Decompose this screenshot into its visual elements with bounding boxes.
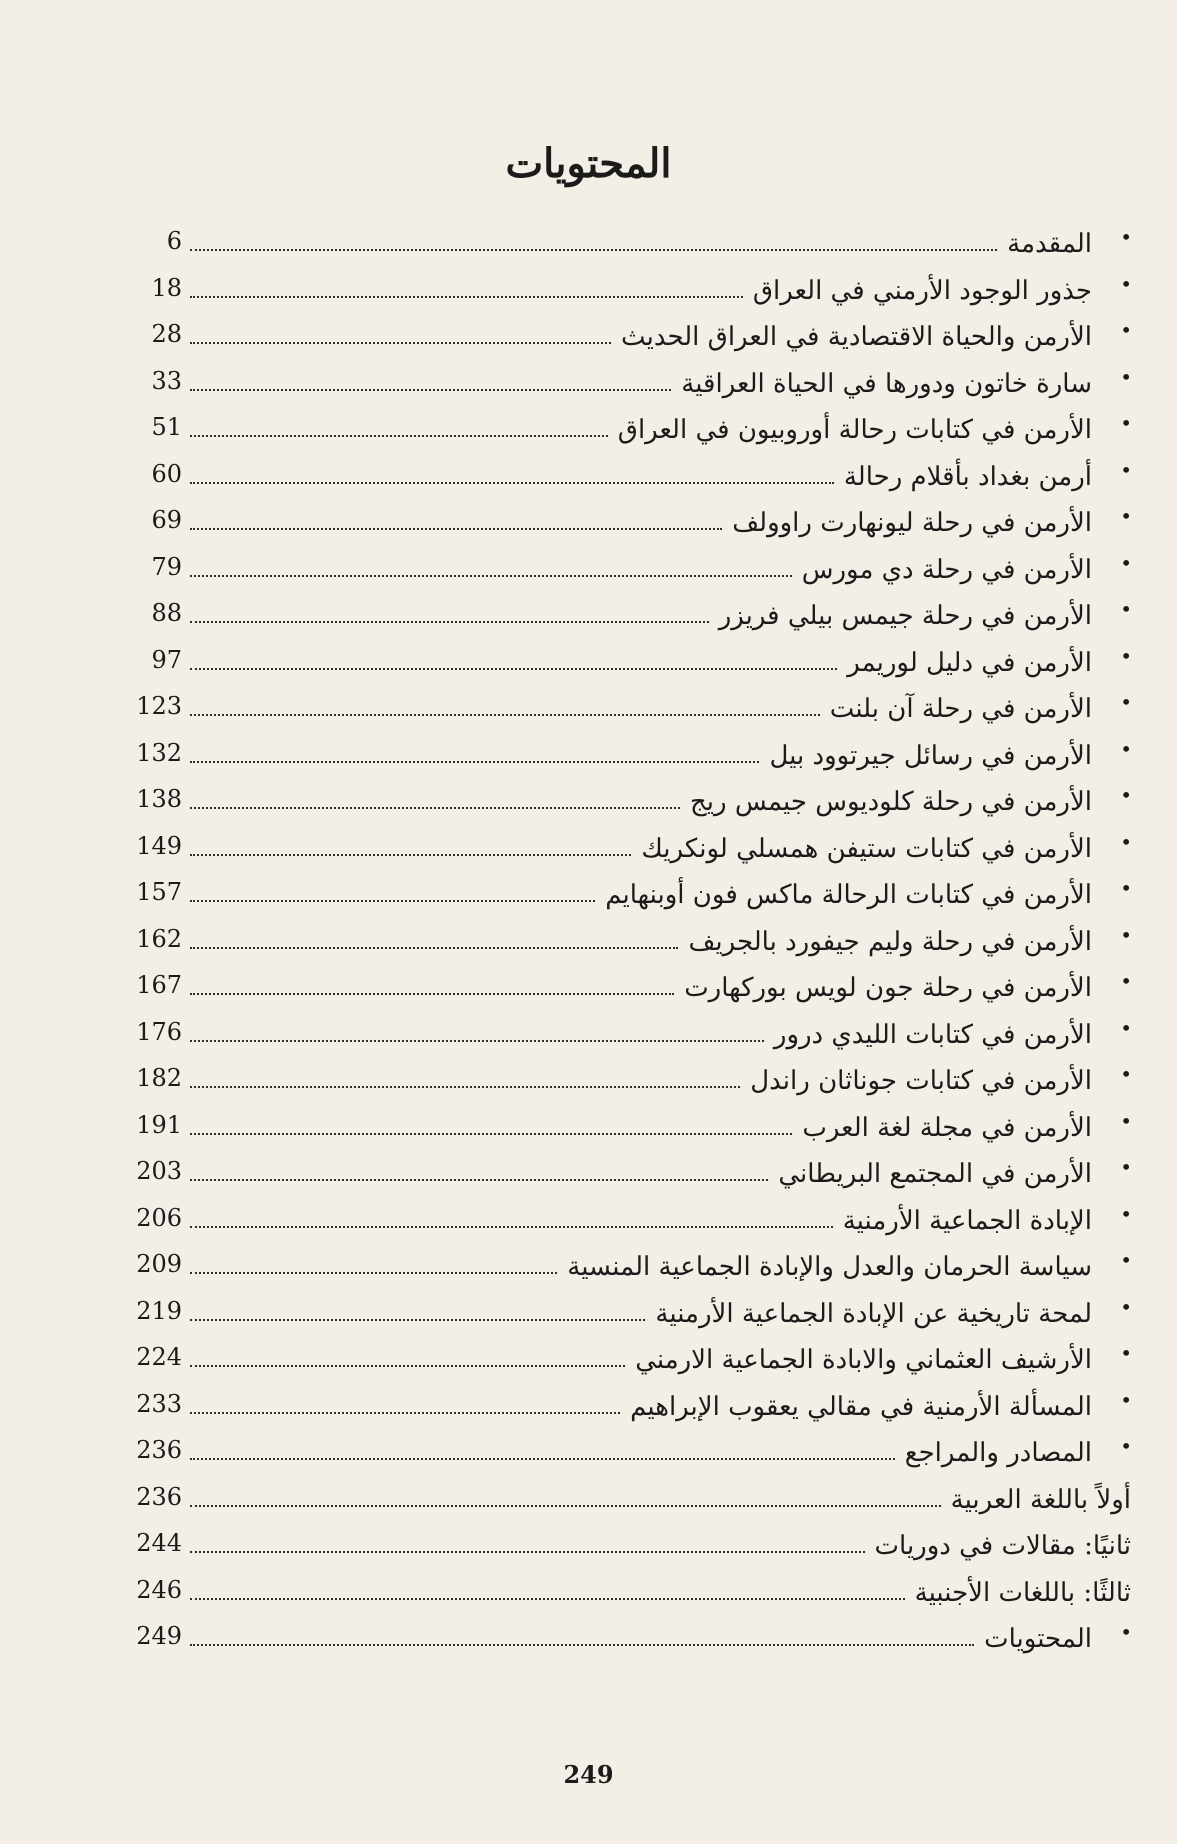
- toc-entry-title: الأرمن في دليل لوريمر: [847, 647, 1092, 678]
- toc-entry-title: الأرمن في كتابات ستيفن همسلي لونكريك: [641, 833, 1092, 864]
- toc-entry: [0, 1562, 1177, 1608]
- toc-leader-dots: [190, 761, 759, 763]
- toc-entry-title: المقدمة: [1007, 229, 1092, 259]
- toc-page-number: 123: [136, 692, 182, 720]
- bullet-icon: •: [1120, 643, 1132, 668]
- bullet-icon: •: [1120, 1108, 1132, 1133]
- toc-leader-dots: [190, 342, 611, 344]
- toc-entry: [0, 725, 1177, 771]
- bullet-icon: •: [1120, 364, 1132, 389]
- toc-leader-dots: [190, 947, 678, 949]
- toc-leader-dots: [190, 1458, 895, 1460]
- toc-page-number: 6: [166, 227, 182, 255]
- toc-entry: [0, 492, 1177, 538]
- toc-leader-dots: [190, 1505, 941, 1507]
- toc-page-number: 233: [136, 1389, 182, 1418]
- toc-entry-title: الأرمن في كتابات الرحالة ماكس فون أوبنهايم: [605, 880, 1092, 910]
- page-number: 249: [563, 1760, 614, 1789]
- toc-page-number: 203: [136, 1157, 182, 1185]
- toc-page-number: 167: [136, 971, 182, 999]
- bullet-icon: •: [1120, 876, 1132, 900]
- toc-leader-dots: [190, 1272, 557, 1274]
- toc-leader-dots: [190, 1040, 764, 1042]
- toc-entry: [0, 1097, 1177, 1143]
- toc-page-number: 51: [151, 413, 182, 441]
- toc-leader-dots: [190, 1365, 625, 1367]
- toc-page-number: 224: [136, 1343, 182, 1371]
- bullet-icon: •: [1120, 736, 1132, 761]
- toc-leader-dots: [190, 714, 820, 716]
- toc-entry-title: الأرمن في مجلة لغة العرب: [802, 1112, 1092, 1143]
- toc-leader-dots: [190, 807, 680, 809]
- toc-entry: [0, 539, 1177, 585]
- toc-page-number: 244: [136, 1529, 182, 1557]
- toc-entry: [0, 1050, 1177, 1096]
- toc-entry-title: الأرمن في رسائل جيرتوود بيل: [769, 740, 1092, 771]
- toc-entry-title: أرمن بغداد بأقلام رحالة: [843, 461, 1092, 492]
- toc-entry: [0, 399, 1177, 445]
- toc-entry: [0, 585, 1177, 631]
- bullet-icon: •: [1120, 550, 1132, 575]
- toc-entry: [0, 260, 1177, 306]
- toc-entry-title: ثانيًا: مقالات في دوريات: [874, 1531, 1131, 1561]
- toc-leader-dots: [190, 575, 792, 577]
- toc-page-number: 88: [151, 599, 182, 627]
- bullet-icon: •: [1120, 1015, 1132, 1040]
- toc-leader-dots: [190, 249, 997, 251]
- bullet-icon: •: [1120, 1201, 1132, 1226]
- toc-leader-dots: [190, 1086, 740, 1088]
- toc-entry-title: المحتويات: [984, 1624, 1092, 1654]
- toc-page-number: 162: [136, 924, 182, 953]
- toc-entry: [0, 1143, 1177, 1189]
- bullet-icon: •: [1120, 318, 1132, 342]
- toc-entry-title: المسألة الأرمنية في مقالي يعقوب الإبراهيم: [630, 1391, 1092, 1422]
- toc-leader-dots: [190, 296, 743, 298]
- toc-leader-dots: [190, 1644, 974, 1646]
- bullet-icon: •: [1120, 1387, 1132, 1412]
- bullet-icon: •: [1120, 690, 1132, 714]
- toc-leader-dots: [190, 1133, 792, 1135]
- toc-entry-title: الأرمن والحياة الاقتصادية في العراق الحديث: [621, 322, 1092, 352]
- toc-page-number: 236: [136, 1482, 182, 1511]
- toc-entry-title: ثالثًا: باللغات الأجنبية: [914, 1577, 1131, 1608]
- toc-entry: [0, 911, 1177, 957]
- toc-page-number: 176: [136, 1017, 182, 1046]
- toc-entry: [0, 678, 1177, 724]
- bullet-icon: •: [1120, 783, 1132, 807]
- toc-entry-title: لمحة تاريخية عن الإبادة الجماعية الأرمنية: [655, 1298, 1092, 1329]
- toc-entry: [0, 1422, 1177, 1468]
- toc-page-number: 219: [136, 1296, 182, 1325]
- toc-page-number: 249: [136, 1622, 182, 1650]
- toc-entry-title: المصادر والمراجع: [904, 1438, 1092, 1468]
- toc-page-number: 132: [136, 738, 182, 767]
- toc-leader-dots: [190, 1412, 620, 1414]
- bullet-icon: •: [1120, 225, 1132, 249]
- toc-entry: [0, 1608, 1177, 1654]
- toc-leader-dots: [190, 621, 709, 623]
- toc-entry-title: الأرمن في رحلة ليونهارت راوولف: [732, 508, 1092, 538]
- toc-leader-dots: [190, 528, 722, 530]
- toc-entry: [0, 864, 1177, 910]
- toc-page-number: 69: [151, 506, 182, 534]
- toc-entry-title: جذور الوجود الأرمني في العراق: [752, 275, 1092, 306]
- toc-leader-dots: [190, 1551, 865, 1553]
- bullet-icon: •: [1120, 271, 1132, 296]
- toc-entry-title: الأرشيف العثماني والابادة الجماعية الارمني: [635, 1345, 1092, 1375]
- toc-page-number: 79: [151, 552, 182, 581]
- bullet-icon: •: [1120, 1155, 1132, 1179]
- toc-entry: [0, 1004, 1177, 1050]
- toc-page-number: 157: [136, 878, 182, 906]
- toc-entry: [0, 818, 1177, 864]
- toc-page-number: 60: [151, 459, 182, 488]
- toc-entry-title: الأرمن في كتابات رحالة أوروبيون في العراق: [617, 415, 1092, 445]
- toc-leader-dots: [190, 1226, 833, 1228]
- bullet-icon: •: [1120, 1294, 1132, 1319]
- toc-entry-title: الأرمن في المجتمع البريطاني: [778, 1159, 1092, 1189]
- toc-entry: [0, 771, 1177, 817]
- toc-page-number: 149: [136, 831, 182, 860]
- bullet-icon: •: [1120, 597, 1132, 621]
- toc-entry: [0, 1469, 1177, 1515]
- toc-entry: [0, 1376, 1177, 1422]
- toc-leader-dots: [190, 1598, 905, 1600]
- toc-entry-title: الأرمن في كتابات جوناثان راندل: [750, 1066, 1092, 1096]
- toc-page-number: 209: [136, 1250, 182, 1278]
- toc-page-number: 18: [151, 273, 182, 302]
- toc-entry: [0, 1190, 1177, 1236]
- toc-page-number: 182: [136, 1064, 182, 1092]
- toc-entry: [0, 957, 1177, 1003]
- toc-entry-title: الأرمن في كتابات الليدي درور: [773, 1019, 1092, 1050]
- toc-entry-title: الأرمن في رحلة دي مورس: [801, 554, 1092, 585]
- toc-leader-dots: [190, 993, 674, 995]
- toc-page-number: 33: [151, 366, 182, 395]
- bullet-icon: •: [1120, 1341, 1132, 1365]
- toc-page-number: 138: [136, 785, 182, 813]
- toc-leader-dots: [190, 1179, 768, 1181]
- toc-entry: [0, 1236, 1177, 1282]
- toc-entry-title: الأرمن في رحلة آن بلنت: [829, 694, 1092, 724]
- toc-entry-title: الأرمن في رحلة جيمس بيلي فريزر: [718, 601, 1092, 631]
- bullet-icon: •: [1120, 922, 1132, 947]
- toc-leader-dots: [190, 900, 595, 902]
- toc-entry: [0, 446, 1177, 492]
- toc-page-number: 206: [136, 1203, 182, 1232]
- toc-page-number: 97: [151, 645, 182, 674]
- toc-entry-title: أولاً باللغة العربية: [950, 1484, 1131, 1515]
- toc-page-number: 191: [136, 1110, 182, 1139]
- toc-leader-dots: [190, 668, 837, 670]
- bullet-icon: •: [1120, 457, 1132, 482]
- toc-leader-dots: [190, 1319, 645, 1321]
- toc-entry: [0, 1329, 1177, 1375]
- bullet-icon: •: [1120, 504, 1132, 528]
- toc-entry: [0, 632, 1177, 678]
- toc-entry-title: الأرمن في رحلة وليم جيفورد بالجريف: [688, 926, 1092, 957]
- toc-entry-title: سارة خاتون ودورها في الحياة العراقية: [681, 368, 1092, 399]
- bullet-icon: •: [1120, 969, 1132, 993]
- toc-entry: [0, 306, 1177, 352]
- toc-leader-dots: [190, 435, 608, 437]
- table-of-contents: [0, 213, 1177, 1653]
- page-title: المحتويات: [505, 140, 672, 187]
- toc-entry: [0, 213, 1177, 259]
- toc-entry: [0, 353, 1177, 399]
- toc-entry-title: الأرمن في رحلة كلوديوس جيمس ريج: [690, 787, 1092, 817]
- toc-entry-title: الأرمن في رحلة جون لويس بوركهارت: [684, 973, 1092, 1003]
- bullet-icon: •: [1120, 1062, 1132, 1086]
- toc-entry: [0, 1515, 1177, 1561]
- toc-leader-dots: [190, 482, 834, 484]
- toc-leader-dots: [190, 854, 631, 856]
- bullet-icon: •: [1120, 829, 1132, 854]
- bullet-icon: •: [1120, 1620, 1132, 1644]
- bullet-icon: •: [1120, 1248, 1132, 1272]
- toc-page-number: 246: [136, 1575, 182, 1604]
- bullet-icon: •: [1120, 411, 1132, 435]
- toc-entry-title: سياسة الحرمان والعدل والإبادة الجماعية المنسية: [567, 1252, 1092, 1282]
- toc-entry-title: الإبادة الجماعية الأرمنية: [842, 1205, 1092, 1236]
- toc-entry: [0, 1283, 1177, 1329]
- toc-leader-dots: [190, 389, 671, 391]
- toc-page-number: 28: [151, 320, 182, 348]
- toc-page-number: 236: [136, 1436, 182, 1464]
- bullet-icon: •: [1120, 1434, 1132, 1458]
